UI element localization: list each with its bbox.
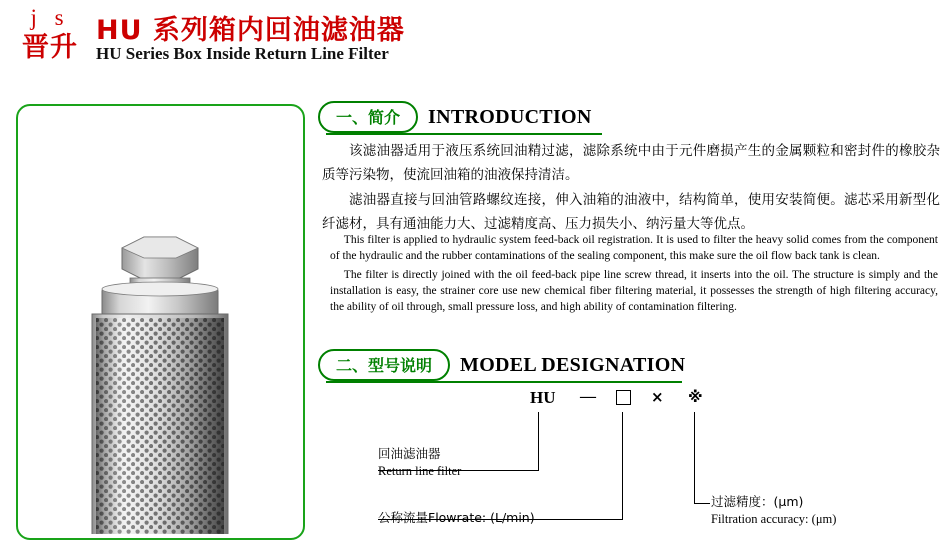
callout-flowrate-cn: 公称流量Flowrate: (L/min) [378, 510, 535, 525]
section-pill-model-designation: 二、型号说明 [318, 349, 450, 381]
section-heading-model-designation [318, 349, 685, 381]
product-image-panel [16, 104, 305, 540]
section-title-model-designation: MODEL DESIGNATION [460, 353, 686, 376]
logo-chinese-text: 晋升 [22, 32, 78, 63]
filter-element-illustration [18, 106, 299, 534]
introduction-chinese-body [322, 140, 940, 239]
leader-series-vertical [538, 412, 539, 470]
leader-flowrate-vertical [622, 412, 623, 519]
callout-filtration-accuracy-cn: 过滤精度：(μm) [711, 494, 804, 509]
model-code-row [318, 382, 938, 414]
model-code-dash: — [580, 388, 596, 405]
callout-return-line-filter [378, 446, 461, 480]
bottom-divider [318, 540, 940, 541]
model-code-series: HU [530, 388, 556, 407]
callout-return-line-filter-cn: 回油滤油器 [378, 446, 441, 461]
logo-latin-text: j s [30, 5, 70, 30]
callout-return-line-filter-en: Return line filter [378, 463, 462, 478]
callout-filtration-accuracy [711, 494, 836, 528]
introduction-english-body [330, 232, 938, 318]
model-code-times: × [651, 388, 664, 406]
section-pill-introduction: 一、简介 [318, 101, 418, 133]
intro-en-paragraph-2: The filter is directly joined with the oil feed-back pipe line screw thread, it inserts into the oil. The structure is simply and the installation is easy, the strainer core use new chemical fiber filtering material, it possesses the strength of high filtering accuracy, the ability of oil through, small pressure loss, and high ability of contamination filtering. [330, 268, 938, 314]
callout-filtration-accuracy-en: Filtration accuracy: (μm) [711, 511, 837, 526]
section-underline-introduction [326, 133, 602, 135]
intro-cn-paragraph-1: 该滤油器适用于液压系统回油精过滤，滤除系统中由于元件磨损产生的金属颗粒和密封件的橡胶杂质等污染物，使流回油箱的油液保持清洁。 [322, 143, 940, 183]
intro-en-paragraph-1: This filter is applied to hydraulic system feed-back oil registration. It is used to filter the heavy solid comes from the component of the hydraulic and the rubber contaminations of the sealing component, this make sure the oil flow back tank is clean. [330, 234, 938, 263]
callout-flowrate [378, 510, 535, 527]
leader-accuracy-vertical [694, 412, 695, 503]
model-code-box [616, 390, 631, 405]
section-title-introduction: INTRODUCTION [428, 105, 592, 128]
model-designation-diagram [318, 382, 938, 542]
section-underline-model-designation [326, 381, 682, 383]
section-heading-introduction [318, 101, 592, 133]
company-logo [14, 6, 86, 61]
intro-cn-paragraph-2: 滤油器直接与回油管路螺纹连接，伸入油箱的油液中，结构简单，使用安装简便。滤芯采用新型化纤滤材，具有通油能力大、过滤精度高、压力损失小、纳污量大等优点。 [322, 192, 940, 232]
model-code-star: ※ [688, 388, 703, 406]
page-title-english: HU Series Box Inside Return Line Filter [96, 44, 389, 63]
page-title-chinese: HU 系列箱内回油滤油器 [96, 15, 405, 46]
leader-accuracy-horizontal [694, 503, 710, 504]
